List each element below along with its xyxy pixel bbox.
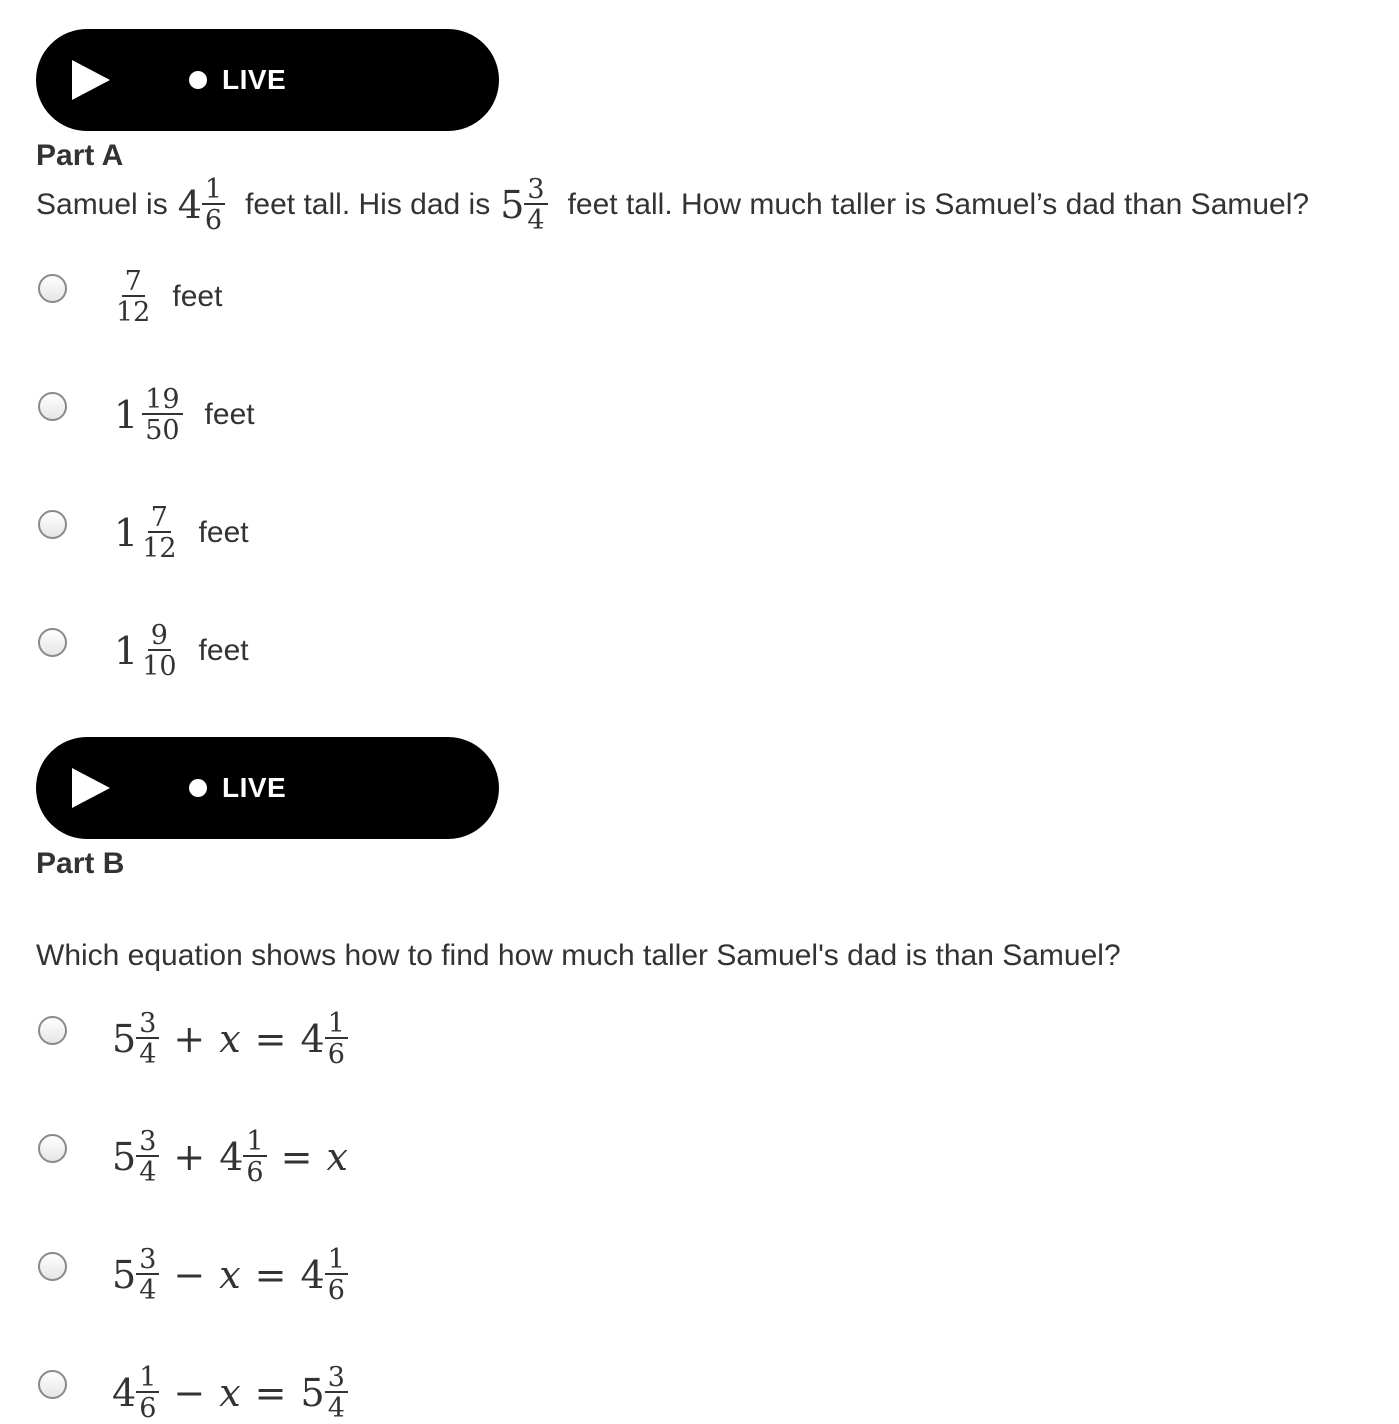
option-a4-label[interactable]	[114, 622, 249, 680]
whole-part: 1	[114, 511, 139, 555]
numerator: 3	[136, 1246, 159, 1275]
radio-option-a1[interactable]	[38, 274, 67, 303]
radio-option-b2[interactable]	[38, 1134, 67, 1163]
denominator: 12	[116, 297, 151, 328]
option-b3-label[interactable]	[112, 1246, 348, 1304]
denominator: 6	[327, 1275, 345, 1306]
denominator: 6	[246, 1157, 264, 1188]
numerator: 9	[148, 622, 171, 651]
part-b-question: Which equation shows how to find how much taller Samuel's dad is than Samuel?	[36, 939, 1121, 972]
fraction	[325, 1010, 348, 1068]
fraction	[136, 1246, 159, 1304]
denominator: 10	[142, 651, 177, 682]
numerator: 7	[148, 504, 171, 533]
fraction	[116, 268, 150, 326]
play-icon[interactable]	[72, 768, 110, 808]
variable: x	[219, 1253, 241, 1297]
option-a1-label[interactable]	[116, 268, 222, 326]
part-a-title: Part A	[36, 139, 124, 172]
part-b-title: Part B	[36, 847, 125, 880]
radio-option-b1[interactable]	[38, 1016, 67, 1045]
unit-label: feet	[204, 398, 255, 431]
whole-part: 4	[300, 1017, 325, 1061]
denominator: 4	[527, 205, 545, 236]
denominator: 6	[139, 1393, 157, 1424]
numerator: 19	[142, 386, 182, 415]
whole-part: 5	[112, 1017, 137, 1061]
operator: −	[173, 1371, 206, 1415]
operator: −	[173, 1253, 206, 1297]
fraction	[136, 1364, 159, 1422]
unit-label: feet	[198, 634, 249, 667]
denominator: 6	[327, 1039, 345, 1070]
fraction	[142, 622, 176, 680]
whole-part: 4	[219, 1135, 244, 1179]
radio-option-a2[interactable]	[38, 392, 67, 421]
whole-part: 4	[177, 183, 202, 227]
question-text-3: feet tall. How much taller is Samuel’s dad than Samuel?	[567, 188, 1310, 221]
numerator: 3	[136, 1128, 159, 1157]
live-player-bar-a[interactable]	[36, 29, 499, 131]
radio-option-b4[interactable]	[38, 1370, 67, 1399]
numerator: 3	[136, 1010, 159, 1039]
mixed-number-samuel	[178, 176, 225, 234]
numerator: 1	[325, 1246, 348, 1275]
numerator: 1	[243, 1128, 266, 1157]
denominator: 6	[204, 205, 223, 236]
radio-option-a3[interactable]	[38, 510, 67, 539]
option-b4-label[interactable]	[112, 1364, 348, 1422]
denominator: 12	[142, 533, 177, 564]
option-b2-label[interactable]	[112, 1128, 348, 1186]
fraction	[243, 1128, 266, 1186]
fraction	[325, 1364, 348, 1422]
option-a3-label[interactable]	[114, 504, 249, 562]
unit-label: feet	[172, 280, 223, 313]
denominator: 4	[139, 1157, 157, 1188]
equals-sign: =	[254, 1017, 287, 1061]
option-a2-label[interactable]	[114, 386, 255, 444]
fraction	[524, 176, 547, 234]
numerator: 1	[136, 1364, 159, 1393]
whole-part: 5	[300, 1371, 325, 1415]
numerator: 3	[325, 1364, 348, 1393]
equals-sign: =	[254, 1371, 287, 1415]
fraction	[142, 386, 182, 444]
radio-option-b3[interactable]	[38, 1252, 67, 1281]
whole-part: 1	[114, 393, 139, 437]
whole-part: 1	[114, 629, 139, 673]
operator: +	[173, 1017, 206, 1061]
numerator: 3	[524, 176, 547, 205]
whole-part: 4	[300, 1253, 325, 1297]
variable: x	[326, 1135, 348, 1179]
denominator: 4	[139, 1275, 157, 1306]
mixed-number-dad	[500, 176, 547, 234]
numerator: 1	[325, 1010, 348, 1039]
equals-sign: =	[280, 1135, 313, 1179]
question-text-1: Samuel is	[36, 188, 168, 221]
whole-part: 5	[500, 183, 525, 227]
whole-part: 5	[112, 1135, 137, 1179]
variable: x	[219, 1371, 241, 1415]
variable: x	[219, 1017, 241, 1061]
operator: +	[173, 1135, 206, 1179]
numerator: 7	[122, 268, 145, 297]
numerator: 1	[202, 176, 225, 205]
whole-part: 5	[112, 1253, 137, 1297]
radio-option-a4[interactable]	[38, 628, 67, 657]
unit-label: feet	[198, 516, 249, 549]
fraction	[142, 504, 176, 562]
denominator: 4	[327, 1393, 345, 1424]
live-label: LIVE	[222, 772, 287, 803]
denominator: 50	[145, 415, 180, 446]
play-icon[interactable]	[72, 60, 110, 100]
live-label: LIVE	[222, 64, 287, 95]
whole-part: 4	[112, 1371, 137, 1415]
live-dot-icon	[189, 779, 207, 797]
live-dot-icon	[189, 71, 207, 89]
fraction	[325, 1246, 348, 1304]
part-a-question	[36, 176, 1309, 234]
option-b1-label[interactable]	[112, 1010, 348, 1068]
fraction	[136, 1010, 159, 1068]
equals-sign: =	[254, 1253, 287, 1297]
denominator: 4	[139, 1039, 157, 1070]
question-text-2: feet tall. His dad is	[245, 188, 491, 221]
fraction	[202, 176, 225, 234]
live-player-bar-b[interactable]	[36, 737, 499, 839]
fraction	[136, 1128, 159, 1186]
